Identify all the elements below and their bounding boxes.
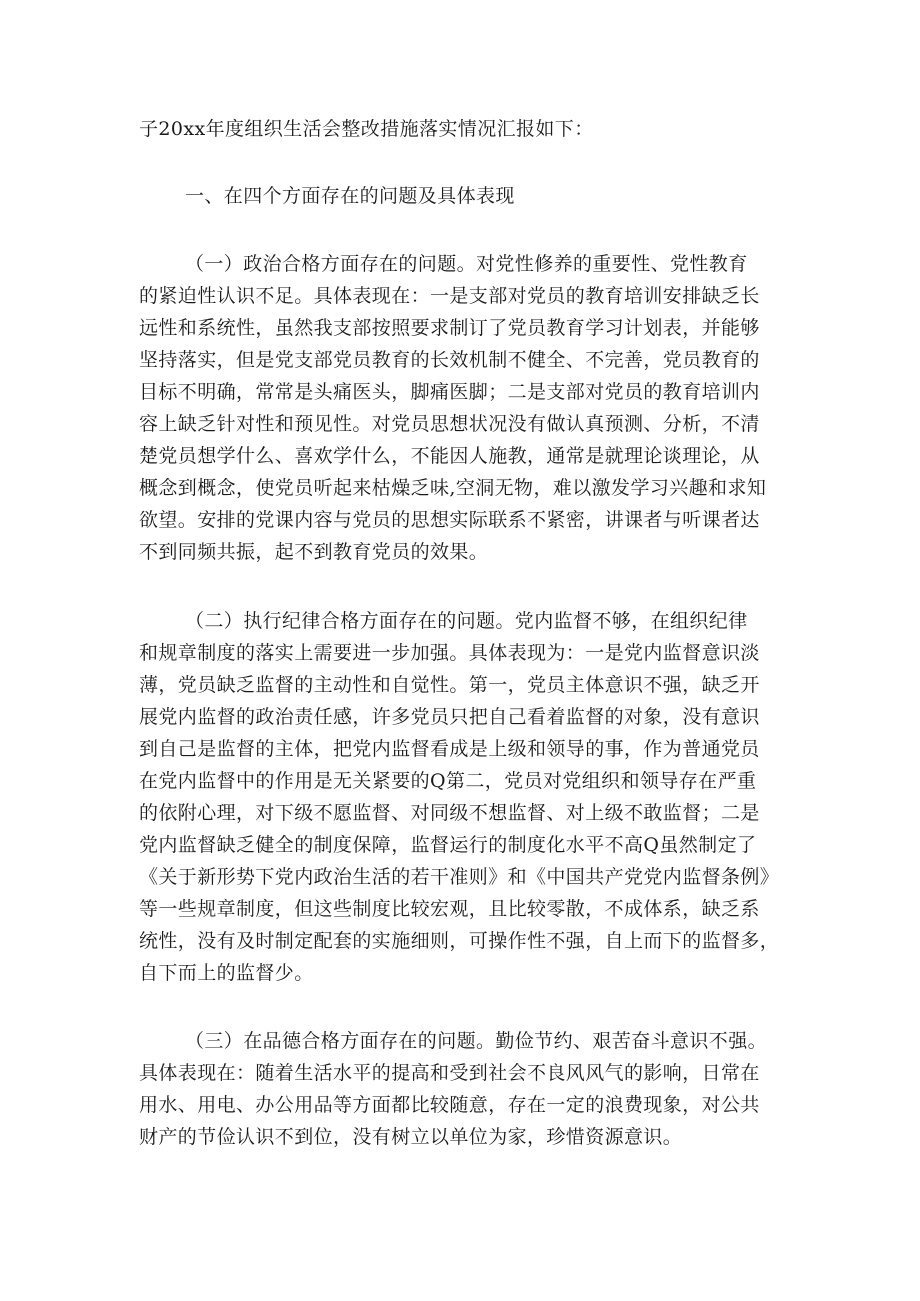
paragraph-1-line: 的紧迫性认识不足。具体表现在：一是支部对党员的教育培训安排缺乏长: [139, 285, 760, 307]
paragraph-2-line: （二）执行纪律合格方面存在的问题。党内监督不够，在组织纪律: [185, 610, 748, 632]
paragraph-2-line: 等一些规章制度，但这些制度比较宏观，且比较零散，不成体系，缺乏系: [139, 898, 760, 920]
paragraph-2-line: 统性，没有及时制定配套的实施细则，可操作性不强，自上而下的监督多，: [139, 930, 780, 952]
text-line-intro: 子20xx年度组织生活会整改措施落实情况汇报如下：: [139, 118, 594, 140]
paragraph-1-line: 不到同频共振，起不到教育党员的效果。: [139, 541, 489, 563]
paragraph-2-line: 的依附心理，对下级不愿监督、对同级不想监督、对上级不敢监督；二是: [139, 802, 760, 824]
paragraph-1-line: 坚持落实，但是党支部党员教育的长效机制不健全、不完善，党员教育的: [139, 349, 760, 371]
paragraph-1-line: 远性和系统性，虽然我支部按照要求制订了党员教育学习计划表，并能够: [139, 317, 760, 339]
paragraph-3-line: （三）在品德合格方面存在的问题。勤俭节约、艰苦奋斗意识不强。: [185, 1030, 768, 1052]
paragraph-1-line: 容上缺乏针对性和预见性。对党员思想状况没有做认真预测、分析，不清: [139, 413, 760, 435]
paragraph-3-line: 具体表现在：随着生活水平的提高和受到社会不良风风气的影响，日常在: [139, 1062, 760, 1084]
paragraph-2-line: 到自己是监督的主体，把党内监督看成是上级和领导的事，作为普通党员: [139, 738, 760, 760]
paragraph-1-line: 概念到概念，使党员听起来枯燥乏味,空洞无物，难以激发学习兴趣和求知: [139, 477, 767, 499]
paragraph-2-line: 自下而上的监督少。: [139, 962, 314, 984]
paragraph-2-line: 《关于新形势下党内政治生活的若干准则》和《中国共产党党内监督条例》: [139, 866, 780, 888]
paragraph-2-line: 党内监督缺乏健全的制度保障，监督运行的制度化水平不高Q虽然制定了: [139, 834, 757, 856]
paragraph-2-line: 展党内监督的政治责任感，许多党员只把自己看着监督的对象，没有意识: [139, 706, 760, 728]
paragraph-1-line: （一）政治合格方面存在的问题。对党性修养的重要性、党性教育: [185, 253, 748, 275]
paragraph-1-line: 欲望。安排的党课内容与党员的思想实际联系不紧密，讲课者与听课者达: [139, 509, 760, 531]
paragraph-3-line: 用水、用电、办公用品等方面都比较随意，存在一定的浪费现象，对公共: [139, 1094, 760, 1116]
paragraph-2-line: 在党内监督中的作用是无关紧要的Q第二，党员对党组织和领导存在严重: [139, 770, 757, 792]
section-heading: 一、在四个方面存在的问题及具体表现: [185, 185, 515, 207]
paragraph-3-line: 财产的节俭认识不到位，没有树立以单位为家，珍惜资源意识。: [139, 1126, 683, 1148]
paragraph-1-line: 目标不明确，常常是头痛医头，脚痛医脚；二是支部对党员的教育培训内: [139, 381, 760, 403]
paragraph-1-line: 楚党员想学什么、喜欢学什么，不能因人施教，通常是就理论谈理论，从: [139, 445, 760, 467]
paragraph-2-line: 和规章制度的落实上需要进一步加强。具体表现为：一是党内监督意识淡: [139, 642, 760, 664]
paragraph-2-line: 薄，党员缺乏监督的主动性和自觉性。第一，党员主体意识不强，缺乏开: [139, 674, 760, 696]
